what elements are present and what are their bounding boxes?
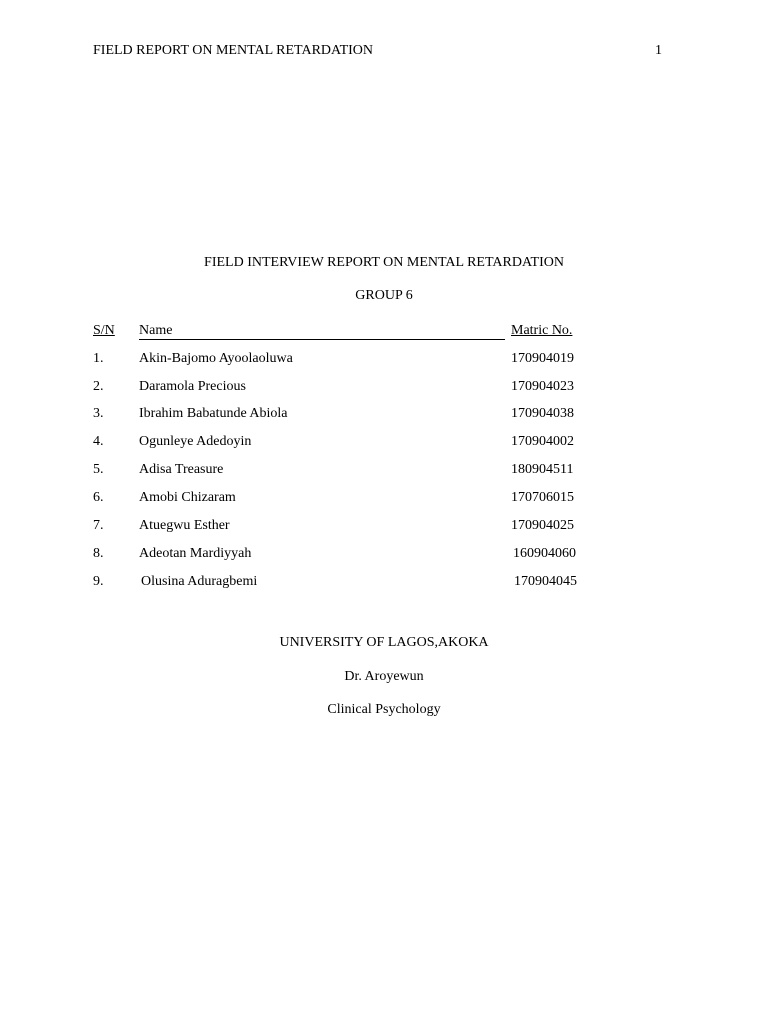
report-title: FIELD INTERVIEW REPORT ON MENTAL RETARDATION [204,255,564,270]
row-sn: 5. [93,462,104,477]
lecturer-name: Dr. Aroyewun [344,669,424,684]
table-row [0,546,768,566]
table-row [0,518,768,538]
row-name: Adeotan Mardiyyah [139,546,252,561]
row-matric: 170904002 [511,434,574,449]
course-name: Clinical Psychology [327,702,441,717]
row-sn: 6. [93,490,104,505]
row-sn: 2. [93,379,104,394]
running-head: FIELD REPORT ON MENTAL RETARDATION [93,43,374,58]
column-header-matric: Matric No. [511,323,573,338]
row-name: Daramola Precious [139,379,246,394]
row-name: Amobi Chizaram [139,490,236,505]
row-sn: 9. [93,574,104,589]
row-matric: 180904511 [511,462,574,477]
table-row [0,406,768,426]
row-matric: 160904060 [513,546,576,561]
row-name: Adisa Treasure [139,462,224,477]
column-header-name [139,323,505,340]
row-name: Ogunleye Adedoyin [139,434,252,449]
row-matric: 170904023 [511,379,574,394]
row-sn: 1. [93,351,104,366]
table-row [0,351,768,371]
table-row [0,434,768,454]
row-sn: 3. [93,406,104,421]
column-header-sn: S/N [93,323,115,338]
row-matric: 170904019 [511,351,574,366]
university-name: UNIVERSITY OF LAGOS,AKOKA [279,635,489,650]
table-row [0,379,768,399]
table-row [0,462,768,482]
row-matric: 170904025 [511,518,574,533]
column-header-name-label: Name [139,323,173,338]
row-sn: 4. [93,434,104,449]
row-sn: 7. [93,518,104,533]
row-matric: 170706015 [511,490,574,505]
page-number: 1 [655,43,662,58]
table-row [0,490,768,510]
group-label: GROUP 6 [355,288,413,303]
row-name: Atuegwu Esther [139,518,230,533]
row-sn: 8. [93,546,104,561]
row-matric: 170904045 [514,574,577,589]
row-name: Ibrahim Babatunde Abiola [139,406,288,421]
row-matric: 170904038 [511,406,574,421]
table-row [0,574,768,594]
row-name: Olusina Aduragbemi [141,574,258,589]
row-name: Akin-Bajomo Ayoolaoluwa [139,351,293,366]
